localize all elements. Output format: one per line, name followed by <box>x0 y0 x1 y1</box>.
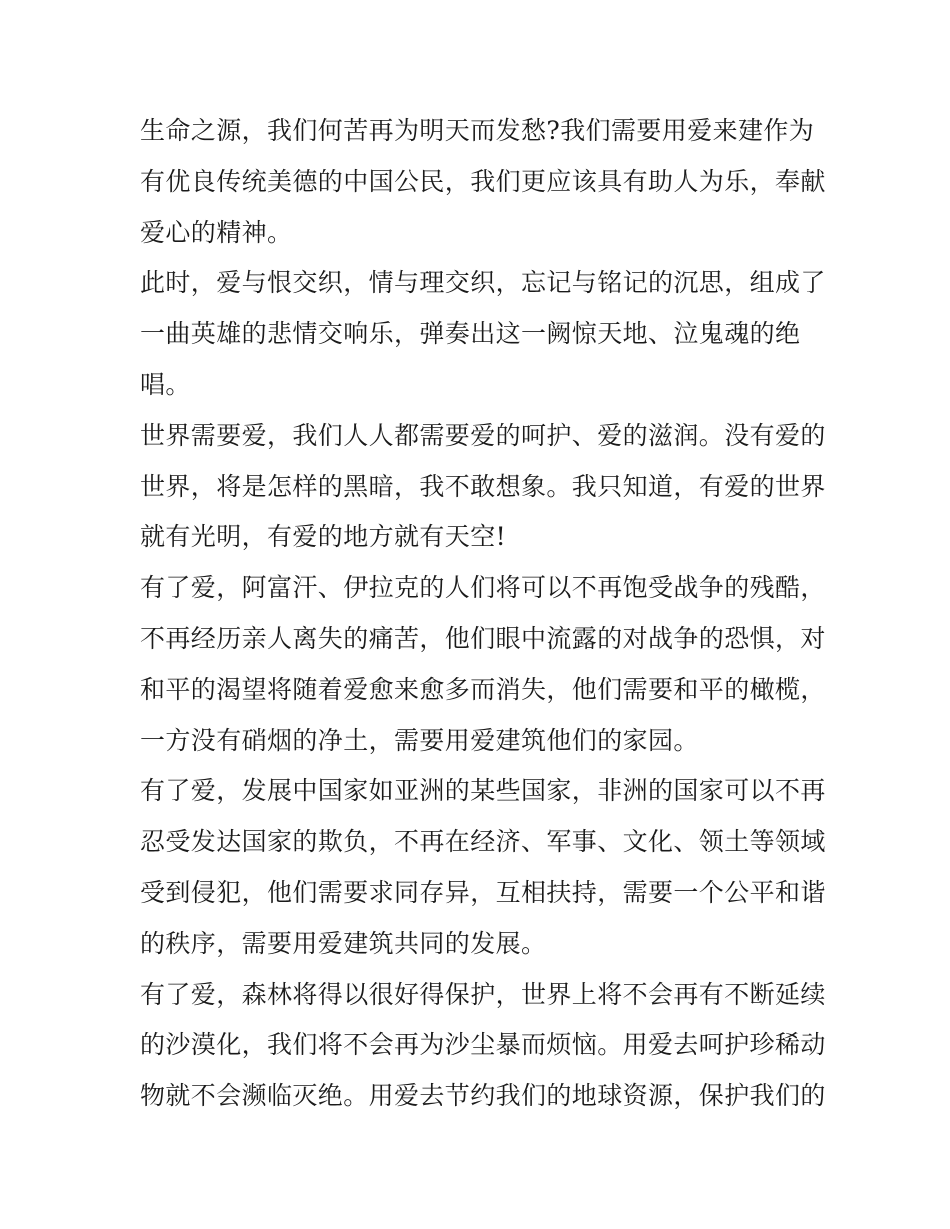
paragraph <box>140 766 826 969</box>
paragraph <box>140 106 826 258</box>
paragraph <box>140 411 826 563</box>
text-line: 就有光明，有爱的地方就有天空! <box>140 522 507 552</box>
text-line: 世界，将是怎样的黑暗，我不敢想象。我只知道，有爱的世界 <box>140 471 826 501</box>
text-line: 忍受发达国家的欺负，不再在经济、军事、文化、领土等领域 <box>140 827 826 857</box>
paragraph <box>140 563 826 766</box>
text-line: 不再经历亲人离失的痛苦，他们眼中流露的对战争的恐惧，对 <box>140 623 826 653</box>
paragraph <box>140 970 826 1122</box>
text-line: 爱心的精神。 <box>140 217 293 247</box>
text-line: 唱。 <box>140 369 191 399</box>
text-line: 的沙漠化，我们将不会再为沙尘暴而烦恼。用爱去呵护珍稀动 <box>140 1030 826 1060</box>
text-line: 有了爱，阿富汗、伊拉克的人们将可以不再饱受战争的残酷， <box>140 573 826 603</box>
text-line: 的秩序，需要用爱建筑共同的发展。 <box>140 928 547 958</box>
text-line: 一曲英雄的悲情交响乐，弹奏出这一阙惊天地、泣鬼魂的绝 <box>140 319 801 349</box>
text-line: 物就不会濒临灭绝。用爱去节约我们的地球资源，保护我们的 <box>140 1081 826 1111</box>
paragraph <box>140 258 826 410</box>
text-line: 和平的渴望将随着爱愈来愈多而消失，他们需要和平的橄榄， <box>140 674 826 704</box>
text-line: 生命之源，我们何苦再为明天而发愁?我们需要用爱来建作为 <box>140 116 815 145</box>
text-line: 受到侵犯，他们需要求同存异，互相扶持，需要一个公平和谐 <box>140 877 826 907</box>
text-line: 有了爱，森林将得以很好得保护，世界上将不会再有不断延续 <box>140 979 826 1009</box>
document-body <box>140 106 826 1122</box>
text-line: 有了爱，发展中国家如亚洲的某些国家，非洲的国家可以不再 <box>140 776 826 806</box>
text-line: 世界需要爱，我们人人都需要爱的呵护、爱的滋润。没有爱的 <box>140 420 826 450</box>
text-line: 有优良传统美德的中国公民，我们更应该具有助人为乐，奉献 <box>140 166 826 196</box>
text-line: 此时，爱与恨交织，情与理交织，忘记与铭记的沉思，组成了 <box>140 268 826 298</box>
text-line: 一方没有硝烟的净土，需要用爱建筑他们的家园。 <box>140 725 699 755</box>
